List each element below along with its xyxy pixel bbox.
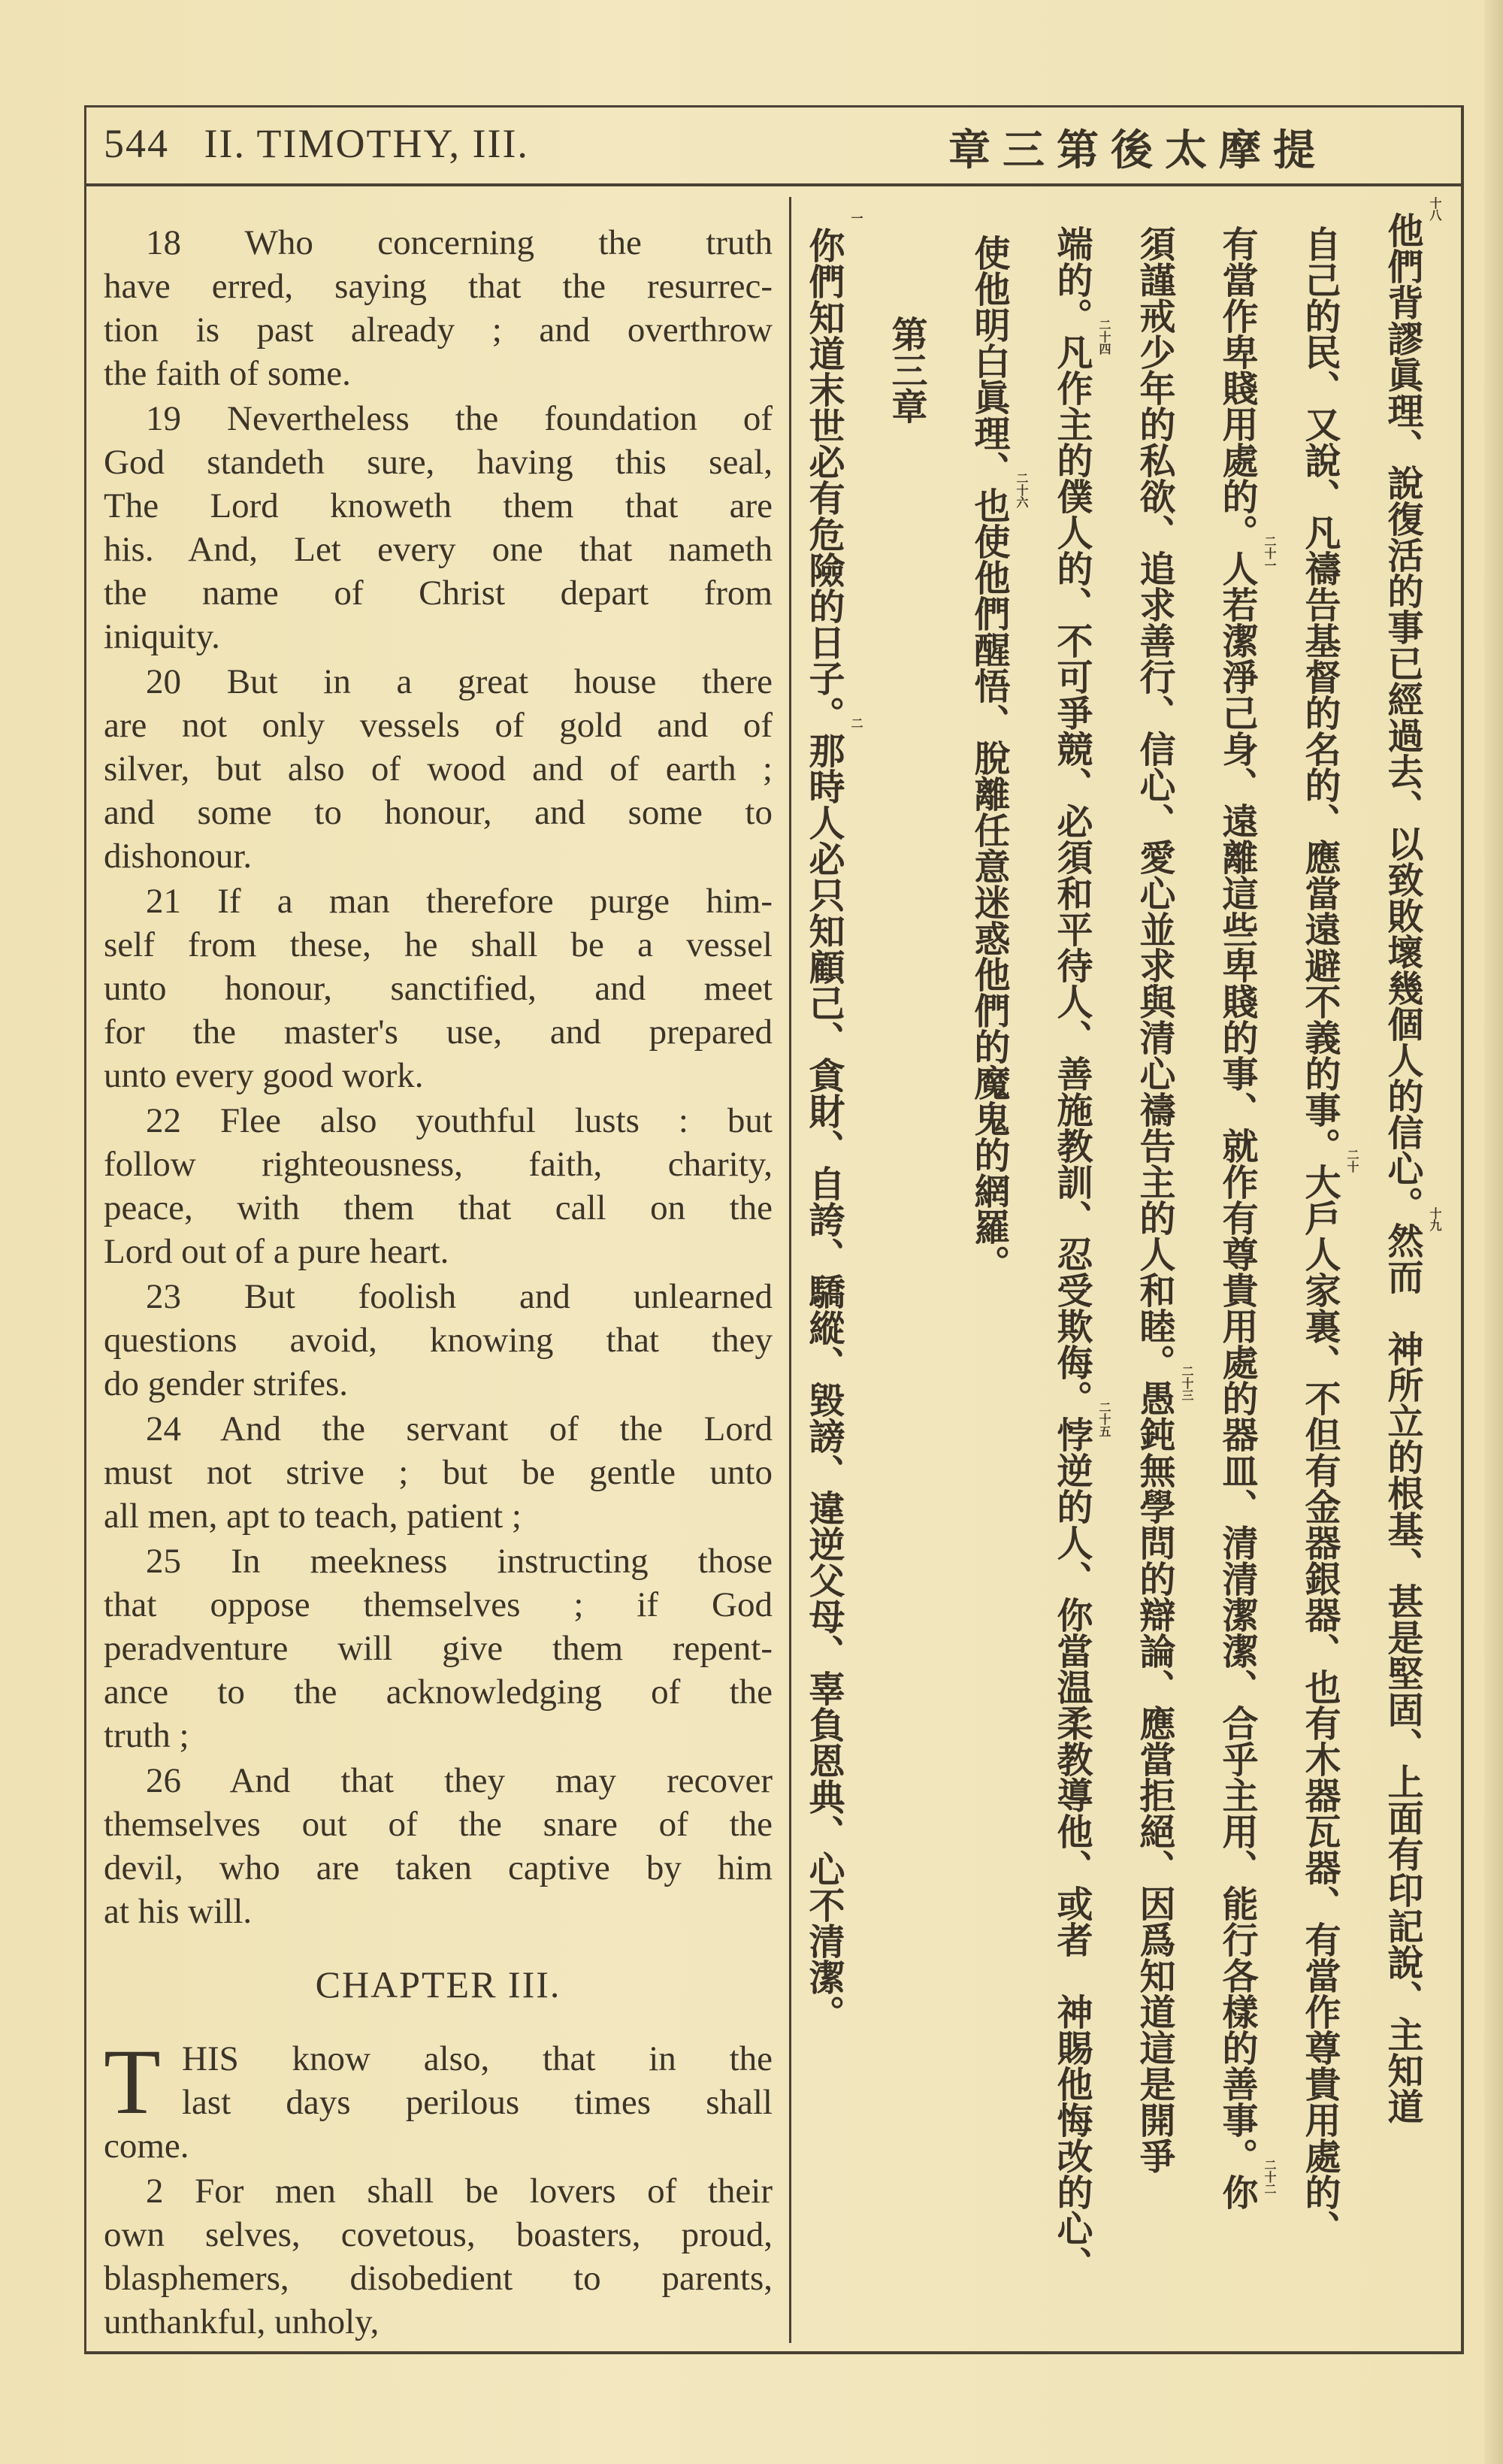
verse-line: dishonour. xyxy=(104,837,253,876)
verse-line: his. And, Let every one that nameth xyxy=(104,530,773,569)
page-edge xyxy=(1484,0,1503,2464)
chinese-text-segment: 你們知道末世必有危險的日子。 xyxy=(803,227,845,732)
chinese-text-segment: 你 xyxy=(1216,2174,1258,2210)
verse-line: the name of Christ depart from xyxy=(104,574,773,613)
verse-line: blasphemers, disobedient to parents, xyxy=(104,2259,773,2298)
verse-number: 一 xyxy=(849,212,863,224)
verse-line: silver, but also of wood and of earth ; xyxy=(104,749,773,789)
chinese-text-segment: 有當作卑賤用處的。 xyxy=(1216,226,1258,550)
verse xyxy=(104,1539,773,1757)
english-text-column xyxy=(104,219,773,2344)
running-header-english xyxy=(104,120,529,167)
verse-line: have erred, saying that the resurrec- xyxy=(104,267,773,306)
verse-number: 二 xyxy=(849,717,863,729)
drop-cap: T xyxy=(104,2030,161,2133)
chinese-text-segment: 人若潔淨己身、遠離這些卑賤的事、就作有尊貴用處的器皿、清清潔潔、合乎主用、能行各樣的善事。 xyxy=(1216,550,1258,2174)
chinese-text-column xyxy=(1297,226,1359,2246)
chinese-text-segment: 然而 神所立的根基、甚是堅固、上面有印記說、主知道 xyxy=(1381,1222,1423,2124)
verse-number: 十八 xyxy=(1428,197,1442,221)
chinese-text-column xyxy=(1132,226,1194,2174)
verse-line: own selves, covetous, boasters, proud, xyxy=(104,2215,773,2254)
verse-line: God standeth sure, having this seal, xyxy=(104,443,773,482)
verse xyxy=(104,2030,773,2168)
page-number: 544 xyxy=(104,121,169,166)
chinese-text-segment: 自己的民、又說、凡禱告基督的名的、應當遠避不義的事。 xyxy=(1299,226,1341,1164)
verse-line: peradventure will give them repent- xyxy=(104,1629,773,1668)
verse-line: 21 If a man therefore purge him- xyxy=(146,882,773,921)
verse-number: 十九 xyxy=(1428,1207,1442,1231)
verse-line: devil, who are taken captive by him xyxy=(104,1848,773,1887)
verse-line: unthankful, unholy, xyxy=(104,2302,380,2341)
chinese-text-segment: 第三章 xyxy=(885,316,927,424)
verse-line: are not only vessels of gold and of xyxy=(104,706,773,745)
verse-line: for the master's use, and prepared xyxy=(104,1013,773,1052)
chinese-text-column xyxy=(1380,197,1442,2124)
verse-line: all men, apt to teach, patient ; xyxy=(104,1497,522,1536)
chinese-text-segment: 他們背謬眞理、說復活的事已經過去、以致敗壞幾個人的信心。 xyxy=(1381,212,1423,1222)
chapter-2-verses xyxy=(104,221,773,1933)
verse xyxy=(104,397,773,658)
verse-line: come. xyxy=(104,2126,189,2166)
right-border xyxy=(1461,105,1464,2353)
verse-line: 24 And the servant of the Lord xyxy=(146,1409,773,1448)
chinese-text-segment: 悖逆的人、你當温柔教導他、或者 神賜他悔改的心、 xyxy=(1051,1416,1093,2282)
verse-line: at his will. xyxy=(104,1892,253,1931)
verse-line: last days perilous times shall xyxy=(182,2083,773,2122)
chinese-book-title: 提摩太後第三章 xyxy=(948,126,1327,175)
verse-line: 22 Flee also youthful lusts : but xyxy=(146,1101,773,1140)
verse-number: 二十五 xyxy=(1097,1401,1111,1437)
chinese-text-column xyxy=(801,212,863,2031)
chinese-text-segment: 凡作主的僕人的、不可爭競、必須和平待人、善施教訓、忍受欺侮。 xyxy=(1051,334,1093,1416)
header-rule xyxy=(84,183,1463,186)
chinese-text-segment: 那時人必只知顧己、貪財、自誇、驕縱、毀謗、違逆父母、辜負恩典、心不清潔。 xyxy=(803,732,845,2031)
chinese-text-column xyxy=(1214,226,1277,2210)
verse-line: the faith of some. xyxy=(104,354,351,393)
bottom-rule xyxy=(84,2351,1464,2354)
verse-line: 19 Nevertheless the foundation of xyxy=(146,399,773,438)
verse xyxy=(104,1099,773,1273)
verse-line: themselves out of the snare of the xyxy=(104,1805,773,1844)
chinese-text-segment: 使他明白眞理、 xyxy=(968,235,1010,487)
verse-number: 二十 xyxy=(1345,1149,1359,1173)
chinese-text-segment: 端的。 xyxy=(1051,226,1093,334)
verse-line: iniquity. xyxy=(104,617,220,656)
verse-line: truth ; xyxy=(104,1716,189,1755)
verse-line: The Lord knoweth them that are xyxy=(104,486,773,525)
verse xyxy=(104,1407,773,1538)
verse-line: 2 For men shall be lovers of their xyxy=(146,2172,773,2211)
verse-line: unto every good work. xyxy=(104,1056,424,1095)
verse-line: must not strive ; but be gentle unto xyxy=(104,1453,773,1492)
verse-line: ance to the acknowledging of the xyxy=(104,1672,773,1712)
verse-line: unto honour, sanctified, and meet xyxy=(104,969,773,1008)
chinese-text-segment: 須謹戒少年的私欲、追求善行、信心、愛心並求與清心禱告主的人和睦。 xyxy=(1133,226,1175,1380)
verse-number: 二十二 xyxy=(1263,2159,1277,2195)
verse-line: 23 But foolish and unlearned xyxy=(146,1277,773,1316)
verse-line: tion is past already ; and overthrow xyxy=(104,310,773,350)
verse-line: questions avoid, knowing that they xyxy=(104,1321,773,1360)
verse-line: follow righteousness, faith, charity, xyxy=(104,1145,773,1184)
verse-number: 二十一 xyxy=(1263,535,1277,571)
verse xyxy=(104,1759,773,1933)
verse-line: self from these, he shall be a vessel xyxy=(104,925,773,964)
chinese-chapter-heading xyxy=(884,316,929,424)
chinese-text-segment: 大戶人家裏、不但有金器銀器、也有木器瓦器、有當作尊貴用處的、 xyxy=(1299,1164,1341,2246)
verse-line: 18 Who concerning the truth xyxy=(146,223,773,262)
verse-line: peace, with them that call on the xyxy=(104,1188,773,1227)
verse xyxy=(104,2169,773,2344)
top-rule xyxy=(84,105,1463,107)
verse-line: 20 But in a great house there xyxy=(146,662,773,701)
chinese-text-segment: 也使他們醒悟、脫離任意迷惑他們的魔鬼的網羅。 xyxy=(968,487,1010,1281)
verse-number: 二十四 xyxy=(1097,319,1111,355)
verse-line: 25 In meekness instructing those xyxy=(146,1542,773,1581)
left-border xyxy=(84,105,86,2353)
verse xyxy=(104,1275,773,1406)
chinese-text-column xyxy=(966,235,1029,1281)
verse xyxy=(104,879,773,1097)
verse xyxy=(104,221,773,395)
verse-line: do gender strifes. xyxy=(104,1364,348,1403)
verse-line: HIS know also, that in the xyxy=(182,2039,773,2078)
verse-number: 二十六 xyxy=(1015,472,1029,508)
english-book-title: II. TIMOTHY, III. xyxy=(204,121,529,166)
verse-line: that oppose themselves ; if God xyxy=(104,1585,773,1624)
verse-line: Lord out of a pure heart. xyxy=(104,1232,449,1271)
chinese-text-segment: 愚鈍無學問的辯論、應當拒絕、因爲知道這是開爭 xyxy=(1133,1380,1175,2174)
verse-number: 二十三 xyxy=(1180,1365,1194,1401)
chapter-heading: CHAPTER III. xyxy=(315,1963,561,2005)
verse-line: 26 And that they may recover xyxy=(146,1761,773,1800)
column-divider xyxy=(789,197,791,2343)
verse-line: and some to honour, and some to xyxy=(104,793,773,832)
chinese-text-column xyxy=(1049,226,1111,2282)
chapter-3-verses xyxy=(104,2030,773,2344)
verse xyxy=(104,660,773,878)
